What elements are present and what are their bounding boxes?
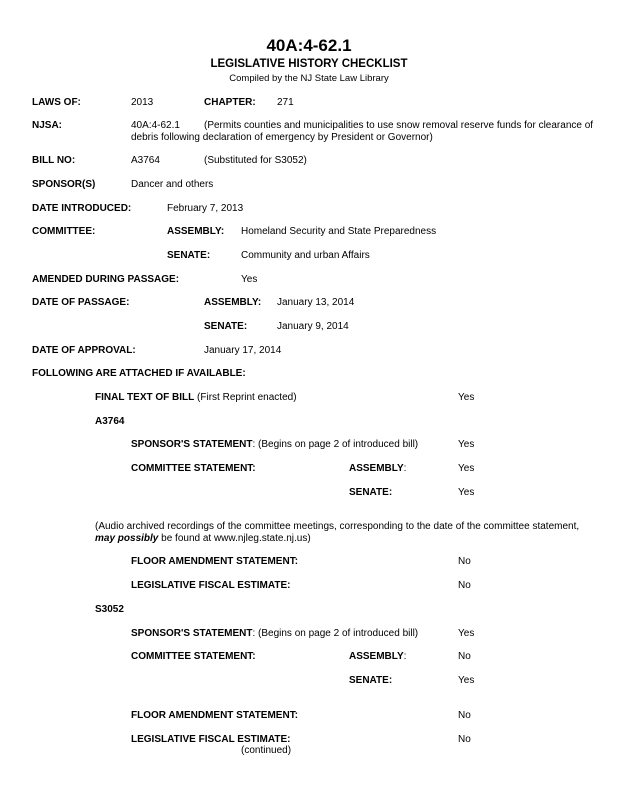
amended-label: AMENDED DURING PASSAGE:	[32, 274, 180, 285]
a3764-assembly-value: Yes	[458, 463, 475, 474]
document-title: LEGISLATIVE HISTORY CHECKLIST	[210, 58, 408, 70]
date-of-approval-label: DATE OF APPROVAL:	[32, 345, 136, 356]
s3052-floor-value: No	[458, 710, 471, 721]
sponsors-value: Dancer and others	[131, 179, 214, 190]
s3052-assembly	[349, 651, 406, 662]
s3052-senate-value: Yes	[458, 675, 475, 686]
date-introduced-value: February 7, 2013	[167, 203, 244, 214]
final-text-value: Yes	[458, 392, 475, 403]
compiled-by: Compiled by the NJ State Law Library	[229, 73, 389, 84]
audio-note	[95, 521, 593, 545]
sponsors-label: SPONSOR(S)	[32, 179, 96, 190]
a3764-assembly-colon: :	[403, 463, 407, 474]
a3764-sponsor-statement-note: : (Begins on page 2 of introduced bill)	[252, 439, 419, 450]
date-of-approval-value: January 17, 2014	[204, 345, 282, 356]
s3052-fiscal-label: LEGISLATIVE FISCAL ESTIMATE:	[131, 734, 291, 745]
njsa-code: 40A:4-62.1	[131, 120, 180, 131]
passage-assembly-label: ASSEMBLY:	[204, 297, 262, 308]
a3764-floor-label: FLOOR AMENDMENT STATEMENT:	[131, 556, 299, 567]
committee-senate-value: Community and urban Affairs	[241, 250, 370, 261]
passage-assembly-value: January 13, 2014	[277, 297, 355, 308]
s3052-floor-label: FLOOR AMENDMENT STATEMENT:	[131, 710, 299, 721]
s3052-committee-statement-label: COMMITTEE STATEMENT:	[131, 651, 256, 662]
document-code: 40A:4-62.1	[266, 36, 352, 55]
audio-note-part2: be found at www.njleg.state.nj.us)	[158, 533, 311, 544]
s3052-sponsor-statement-value: Yes	[458, 628, 475, 639]
s3052-assembly-label: ASSEMBLY	[349, 651, 404, 662]
amended-value: Yes	[241, 274, 258, 285]
njsa-label: NJSA:	[32, 120, 63, 131]
a3764-senate-label: SENATE:	[349, 487, 393, 498]
a3764-committee-statement-label: COMMITTEE STATEMENT:	[131, 463, 256, 474]
date-of-passage-label: DATE OF PASSAGE:	[32, 297, 130, 308]
njsa-description-line1: (Permits counties and municipalities to use snow removal reserve funds for clearance of	[204, 120, 594, 131]
s3052-assembly-colon: :	[403, 651, 407, 662]
committee-assembly-label: ASSEMBLY:	[167, 226, 225, 237]
a3764-sponsor-statement-label: SPONSOR'S STATEMENT	[131, 439, 253, 450]
a3764-assembly-label: ASSEMBLY	[349, 463, 404, 474]
date-introduced-label: DATE INTRODUCED:	[32, 203, 132, 214]
s3052-sponsor-statement	[131, 628, 418, 639]
s3052-fiscal-value: No	[458, 734, 471, 745]
s3052-sponsor-statement-note: : (Begins on page 2 of introduced bill)	[252, 628, 419, 639]
final-text-note: (First Reprint enacted)	[197, 392, 297, 403]
audio-note-part1: (Audio archived recordings of the committee meetings, corresponding to the date of the committee statement,	[95, 521, 580, 532]
a3764-heading: A3764	[95, 416, 125, 427]
bill-no-label: BILL NO:	[32, 155, 76, 166]
a3764-fiscal-label: LEGISLATIVE FISCAL ESTIMATE:	[131, 580, 291, 591]
a3764-sponsor-statement	[131, 439, 418, 450]
s3052-assembly-value: No	[458, 651, 471, 662]
bill-no-value: A3764	[131, 155, 160, 166]
njsa-description-line2: debris following declaration of emergency by President or Governor)	[131, 132, 433, 143]
a3764-fiscal-value: No	[458, 580, 471, 591]
chapter-value: 271	[277, 97, 294, 108]
continued-note: (continued)	[241, 745, 292, 756]
a3764-floor-value: No	[458, 556, 471, 567]
bill-no-note: (Substituted for S3052)	[204, 155, 307, 166]
committee-senate-label: SENATE:	[167, 250, 211, 261]
passage-senate-value: January 9, 2014	[277, 321, 349, 332]
laws-of-value: 2013	[131, 97, 154, 108]
attached-heading: FOLLOWING ARE ATTACHED IF AVAILABLE:	[32, 368, 246, 379]
passage-senate-label: SENATE:	[204, 321, 248, 332]
s3052-heading: S3052	[95, 604, 124, 615]
a3764-senate-value: Yes	[458, 487, 475, 498]
a3764-sponsor-statement-value: Yes	[458, 439, 475, 450]
laws-of-label: LAWS OF:	[32, 97, 81, 108]
s3052-sponsor-statement-label: SPONSOR'S STATEMENT	[131, 628, 253, 639]
final-text-row	[95, 392, 297, 403]
committee-label: COMMITTEE:	[32, 226, 96, 237]
audio-note-emphasis: may possibly	[95, 533, 159, 544]
s3052-senate-label: SENATE:	[349, 675, 393, 686]
chapter-label: CHAPTER:	[204, 97, 256, 108]
committee-assembly-value: Homeland Security and State Preparedness	[241, 226, 437, 237]
final-text-label: FINAL TEXT OF BILL	[95, 392, 195, 403]
a3764-assembly	[349, 463, 406, 474]
